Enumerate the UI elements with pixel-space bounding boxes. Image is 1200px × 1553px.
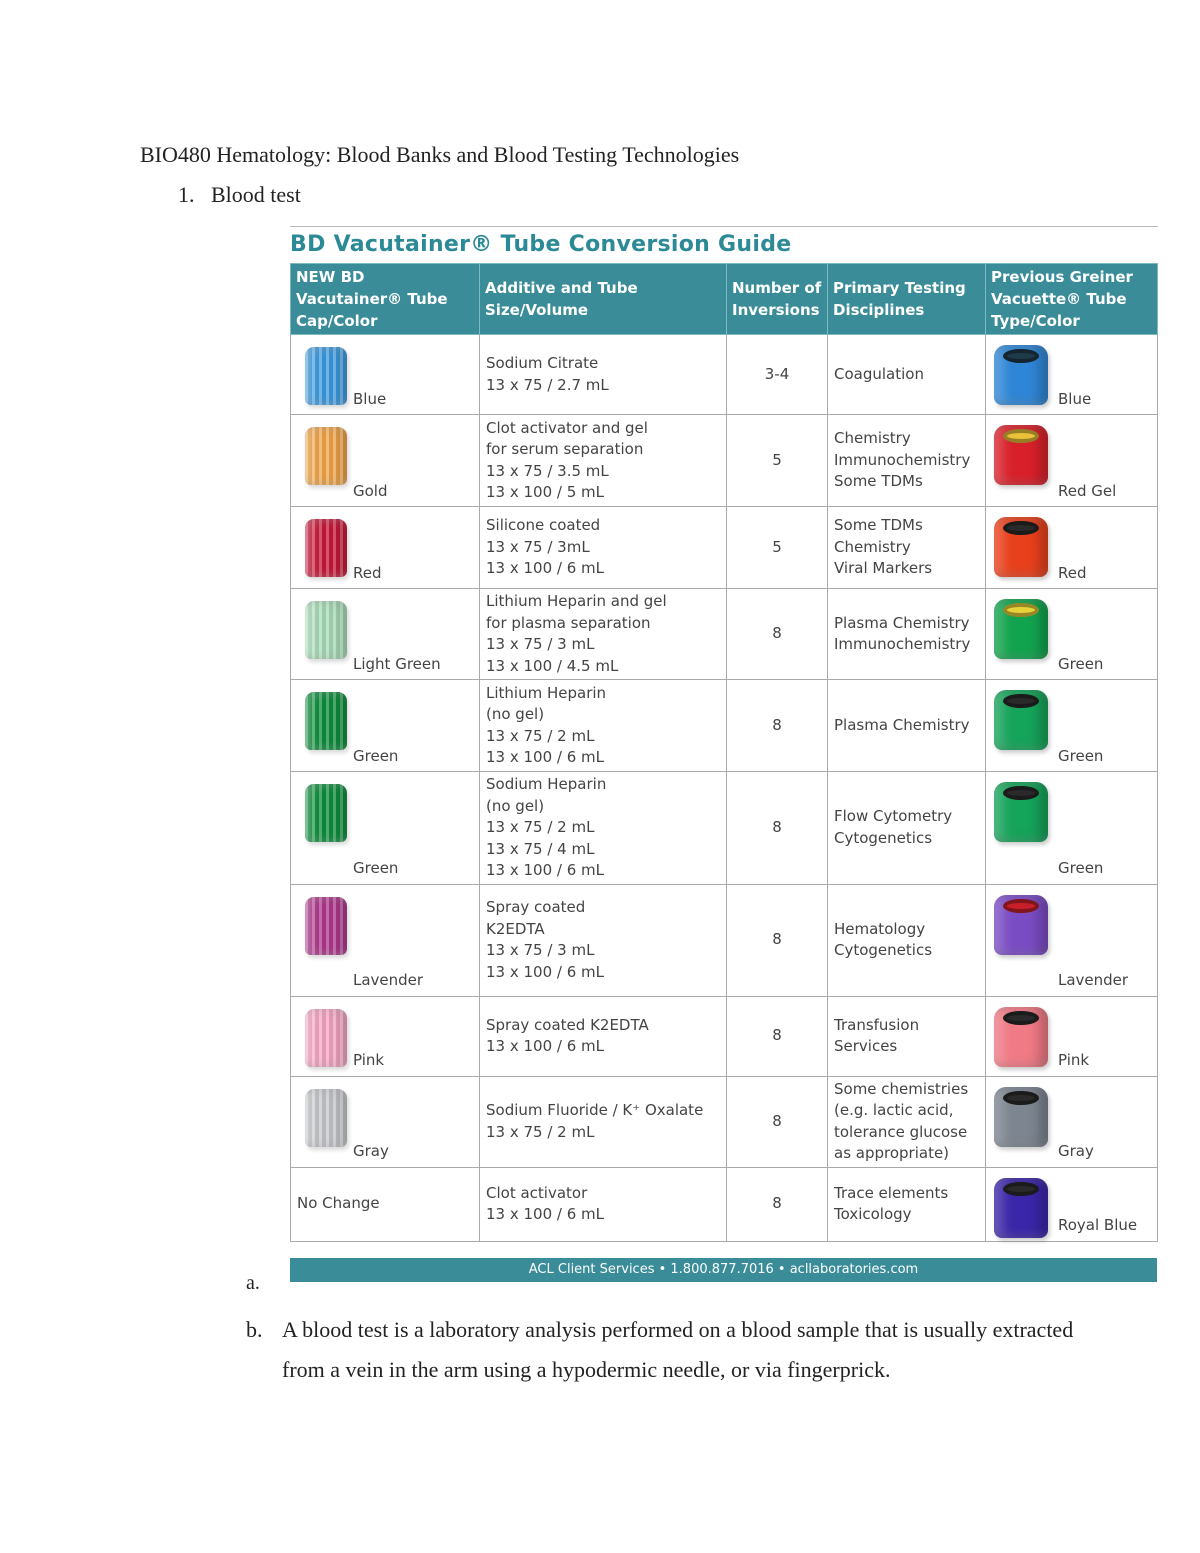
discipline-line: (e.g. lactic acid, (834, 1101, 954, 1119)
previous-color-label: Lavender (1058, 971, 1129, 989)
discipline-line: Hematology (834, 919, 926, 938)
cell-inversions: 8 (727, 1167, 828, 1241)
vacuette-cap-icon (994, 599, 1048, 659)
additive-line: 13 x 75 / 2 mL (486, 1122, 595, 1141)
cell-inversions: 8 (727, 680, 828, 772)
additive-line: Sodium Citrate (486, 354, 599, 372)
cell-inversions: 5 (727, 415, 828, 507)
additive-line: Clot activator and gel (486, 418, 648, 437)
cell-new-cap: No Change (291, 1167, 480, 1241)
header-previous-tube: Previous Greiner Vacuette® Tube Type/Color (986, 264, 1158, 335)
cell-new-cap (291, 415, 480, 507)
cell-previous-tube (986, 507, 1158, 589)
table-row (291, 884, 1158, 996)
tube-cap-icon (305, 601, 347, 659)
cap-color-label: Gray (353, 1142, 389, 1160)
cell-disciplines (828, 680, 986, 772)
cell-inversions: 8 (727, 1076, 828, 1167)
discipline-line: Immunochemistry (834, 450, 971, 469)
header-inversions: Number of Inversions (727, 264, 828, 335)
previous-color-label: Blue (1058, 389, 1092, 408)
cell-previous-tube (986, 335, 1158, 415)
header-disciplines: Primary Testing Disciplines (828, 264, 986, 335)
tube-cap-icon (305, 692, 347, 750)
additive-line: Spray coated (486, 898, 586, 916)
guide-title (290, 232, 1158, 257)
additive-line: 13 x 100 / 6 mL (486, 1037, 605, 1055)
tube-cap-icon (305, 897, 347, 955)
vacuette-cap-icon (994, 1087, 1048, 1147)
discipline-line: Some chemistries (834, 1079, 969, 1098)
additive-line: 13 x 75 / 2 mL (486, 726, 595, 745)
vacuette-cap-icon (994, 345, 1048, 405)
cell-previous-tube (986, 680, 1158, 772)
additive-line: Silicone coated (486, 516, 601, 535)
vacuette-cap-icon (994, 1007, 1048, 1067)
cap-color-label: Green (353, 859, 399, 877)
additive-line: for plasma separation (486, 613, 651, 632)
additive-line: K2EDTA (486, 919, 545, 938)
cap-color-label: Lavender (353, 971, 424, 989)
discipline-line: Immunochemistry (834, 635, 971, 653)
vacuette-cap-icon (994, 517, 1048, 577)
discipline-line: Toxicology (834, 1205, 912, 1223)
cell-additive (480, 507, 727, 589)
discipline-line: Cytogenetics (834, 941, 933, 959)
cell-previous-tube (986, 884, 1158, 996)
cell-additive (480, 996, 727, 1076)
cap-color-label: Light Green (353, 654, 441, 673)
cell-previous-tube (986, 1167, 1158, 1241)
additive-line: Sodium Fluoride / K⁺ Oxalate (486, 1101, 704, 1119)
table-header-row (291, 264, 1158, 335)
cell-additive (480, 335, 727, 415)
table-row (291, 415, 1158, 507)
previous-color-label: Green (1058, 859, 1104, 877)
list-item-1 (178, 182, 301, 208)
previous-color-label: Green (1058, 654, 1104, 673)
cap-color-label: Green (353, 746, 399, 765)
tube-cap-icon (305, 1089, 347, 1147)
cell-disciplines (828, 589, 986, 680)
cell-disciplines (828, 996, 986, 1076)
additive-line: for serum separation (486, 440, 644, 458)
vacuette-cap-icon (994, 895, 1048, 955)
cap-color-label: Blue (353, 389, 387, 408)
discipline-line: Plasma Chemistry (834, 715, 970, 734)
discipline-line: Some TDMs (834, 472, 923, 491)
cell-inversions: 8 (727, 589, 828, 680)
cell-disciplines (828, 415, 986, 507)
discipline-line: Flow Cytometry (834, 807, 953, 826)
vacuette-cap-icon (994, 782, 1048, 842)
previous-color-label: Red (1058, 563, 1087, 582)
additive-line: (no gel) (486, 796, 545, 815)
discipline-line: Cytogenetics (834, 828, 933, 847)
vacuette-cap-icon (994, 425, 1048, 485)
cell-inversions: 8 (727, 996, 828, 1076)
additive-line: Lithium Heparin and gel (486, 592, 667, 610)
tube-cap-icon (305, 427, 347, 485)
cell-disciplines (828, 1167, 986, 1241)
cell-new-cap (291, 884, 480, 996)
additive-line: 13 x 100 / 6 mL (486, 1205, 605, 1223)
cell-disciplines (828, 772, 986, 885)
additive-line: 13 x 100 / 5 mL (486, 483, 605, 501)
cell-additive (480, 680, 727, 772)
discipline-line: Viral Markers (834, 559, 933, 578)
cell-additive (480, 772, 727, 885)
cell-additive (480, 589, 727, 680)
additive-line: Spray coated K2EDTA (486, 1015, 649, 1034)
table-row (291, 772, 1158, 885)
discipline-line: Chemistry (834, 429, 911, 448)
cell-previous-tube (986, 772, 1158, 885)
cell-inversions: 3-4 (727, 335, 828, 415)
additive-line: 13 x 75 / 3 mL (486, 941, 595, 959)
additive-line: 13 x 100 / 6 mL (486, 861, 605, 879)
cell-inversions: 8 (727, 884, 828, 996)
tube-cap-icon (305, 347, 347, 405)
previous-color-label: Pink (1058, 1051, 1090, 1069)
blood-test-definition: A blood test is a laboratory analysis performed on a blood sample that is usually extracted from a vein in the arm using a hypodermic needle, or via fingerprick. (282, 1317, 1074, 1382)
additive-line: 13 x 75 / 4 mL (486, 839, 595, 858)
cell-inversions: 5 (727, 507, 828, 589)
additive-line: 13 x 75 / 3mL (486, 537, 590, 556)
previous-color-label: Red Gel (1058, 481, 1117, 500)
cell-disciplines (828, 335, 986, 415)
tube-cap-icon (305, 519, 347, 577)
cell-new-cap (291, 772, 480, 885)
discipline-line: Plasma Chemistry (834, 613, 970, 632)
discipline-line: Some TDMs (834, 516, 923, 535)
discipline-line: tolerance glucose (834, 1122, 968, 1141)
cell-additive (480, 1167, 727, 1241)
additive-line: 13 x 75 / 3 mL (486, 635, 595, 653)
previous-color-label: Green (1058, 746, 1104, 765)
table-row (291, 1167, 1158, 1241)
table-row (291, 335, 1158, 415)
guide-title-text: BD Vacutainer® Tube Conversion Guide (290, 232, 792, 257)
cell-additive (480, 884, 727, 996)
cell-previous-tube (986, 415, 1158, 507)
discipline-line: as appropriate) (834, 1144, 950, 1162)
contact-footer-bar: ACL Client Services • 1.800.877.7016 • acllaboratories.com (290, 1258, 1157, 1282)
cell-previous-tube (986, 1076, 1158, 1167)
cell-disciplines (828, 884, 986, 996)
tube-conversion-table (290, 263, 1158, 1242)
previous-color-label: Royal Blue (1058, 1216, 1138, 1234)
vacuette-cap-icon (994, 1178, 1048, 1238)
cell-new-cap (291, 589, 480, 680)
additive-line: 13 x 100 / 6 mL (486, 962, 605, 981)
additive-line: 13 x 100 / 6 mL (486, 559, 605, 578)
header-additive: Additive and Tube Size/Volume (480, 264, 727, 335)
cell-previous-tube (986, 589, 1158, 680)
additive-line: 13 x 100 / 4.5 mL (486, 656, 619, 675)
additive-line: Lithium Heparin (486, 683, 607, 702)
vacuette-cap-icon (994, 690, 1048, 750)
cap-color-label: Gold (353, 481, 388, 500)
cell-inversions: 8 (727, 772, 828, 885)
cell-new-cap (291, 680, 480, 772)
cell-additive (480, 1076, 727, 1167)
list-number: 1. (178, 182, 195, 207)
list-item-a: a. (246, 1272, 260, 1294)
table-row (291, 680, 1158, 772)
cap-color-label: Red (353, 563, 382, 582)
discipline-line: Services (834, 1037, 898, 1055)
cell-new-cap (291, 1076, 480, 1167)
cell-new-cap (291, 507, 480, 589)
cell-new-cap (291, 996, 480, 1076)
discipline-line: Trace elements (834, 1183, 949, 1202)
table-row (291, 589, 1158, 680)
additive-line: Clot activator (486, 1183, 588, 1202)
discipline-line: Chemistry (834, 537, 911, 556)
table-row (291, 996, 1158, 1076)
additive-line: 13 x 100 / 6 mL (486, 748, 605, 766)
top-rule (290, 226, 1158, 227)
additive-line: 13 x 75 / 2 mL (486, 818, 595, 836)
header-new-cap: NEW BD Vacutainer® Tube Cap/Color (291, 264, 480, 335)
cell-previous-tube (986, 996, 1158, 1076)
table-row (291, 1076, 1158, 1167)
tube-cap-icon (305, 784, 347, 842)
table-row (291, 507, 1158, 589)
additive-line: (no gel) (486, 705, 545, 723)
discipline-line: Coagulation (834, 364, 924, 383)
cell-disciplines (828, 507, 986, 589)
document-title: BIO480 Hematology: Blood Banks and Blood Testing Technologies (140, 142, 740, 167)
cell-additive (480, 415, 727, 507)
tube-conversion-guide-figure (290, 226, 1158, 1282)
list-item-b (246, 1310, 1106, 1390)
tube-cap-icon (305, 1009, 347, 1067)
additive-line: 13 x 75 / 3.5 mL (486, 461, 609, 480)
discipline-line: Transfusion (834, 1015, 920, 1034)
additive-line: 13 x 75 / 2.7 mL (486, 375, 609, 394)
list-item-text: Blood test (211, 182, 301, 207)
previous-color-label: Gray (1058, 1142, 1094, 1160)
cell-disciplines (828, 1076, 986, 1167)
additive-line: Sodium Heparin (486, 775, 607, 793)
list-label-b: b. (246, 1317, 263, 1342)
cell-new-cap (291, 335, 480, 415)
cap-color-label: Pink (353, 1051, 385, 1069)
